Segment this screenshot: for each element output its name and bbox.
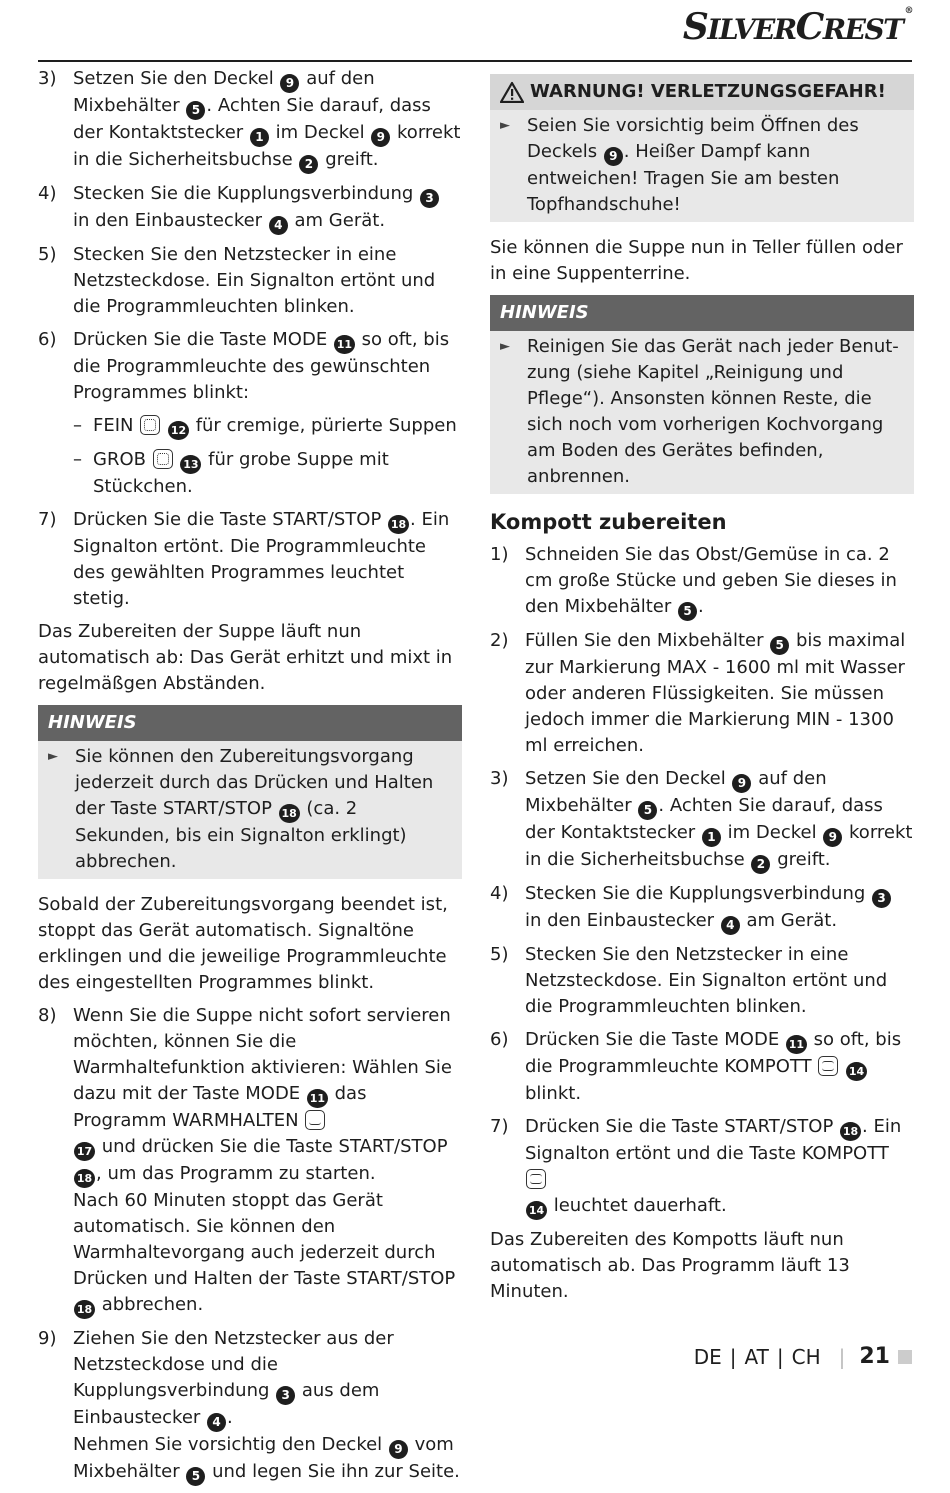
kompott-step-3: 3) Setzen Sie den Deckel 9 auf den Mixbehälter 5 . Achten Sie darauf, dass der Kontaktstecker 1 im Deckel 9 korrekt in die Sicherheitsbuchse 2 greift. xyxy=(490,766,914,874)
kompott-step-2: 2) Füllen Sie den Mixbehälter 5 bis maximal zur Markierung MAX - 1600 ml mit Wasser oder anderen Flüssigkeiten. Sie müssen jedoch immer die Markierung MIN - 1300 ml erreichen. xyxy=(490,630,906,756)
lang-ch: CH xyxy=(791,1345,821,1369)
right-column xyxy=(490,66,914,1312)
fine-program-icon xyxy=(140,415,160,435)
kompott-step-5: 5) Stecken Sie den Netzstecker in eine Netzsteckdose. Ein Signalton ertönt und die Programmleuchten blinken. xyxy=(490,944,888,1017)
page-header xyxy=(38,0,912,62)
silvercrest-logo: SILVERCREST® xyxy=(682,6,912,48)
bullet-arrow-icon: ► xyxy=(500,339,510,354)
section-heading: Kompott zubereiten xyxy=(490,510,727,534)
kompott-step-4: 4) Stecken Sie die Kupplungsverbindung 3 in den Einbaustecker 4 am Gerät. xyxy=(490,881,914,935)
kompott-program-icon xyxy=(818,1056,838,1076)
paragraph-serve: Sie können die Suppe nun in Teller füllen oder in eine Suppenterrine. xyxy=(490,237,903,284)
paragraph-finished: Sobald der Zubereitungsvorgang beendet ist, stoppt das Gerät automatisch. Signaltöne erklingen und die jeweilige Programmleuchte des eingestellten Programmes blinkt. xyxy=(38,894,448,993)
page-number: 21 xyxy=(859,1344,890,1369)
step-3: 3) Setzen Sie den Deckel 9 auf den Mixbehälter 5 . Achten Sie darauf, dass der Kontaktstecker 1 im Deckel 9 korrekt in die Sicherheitsbuchse 2 greift. xyxy=(38,66,462,174)
hint-title: HINWEIS xyxy=(38,705,462,741)
warning-box: WARNUNG! VERLETZUNGSGEFAHR! ► Seien Sie vorsichtig beim Öffnen des Deckels 9 . Heißer Dampf kann entweichen! Tragen Sie am besten Topfhandschuhe! xyxy=(490,74,914,222)
option-fein: – FEIN 12 für cremige, pürierte Suppen xyxy=(73,413,462,440)
warning-title: WARNUNG! VERLETZUNGSGEFAHR! xyxy=(490,74,914,110)
paragraph-kompott-auto: Das Zubereiten des Kompotts läuft nun automatisch ab. Das Programm läuft 13 Minuten. xyxy=(490,1229,850,1302)
step-4: 4) Stecken Sie die Kupplungsverbindung 3 in den Einbaustecker 4 am Gerät. xyxy=(38,181,462,235)
lang-de: DE xyxy=(693,1345,722,1369)
kompott-step-6: 6) Drücken Sie die Taste MODE 11 so oft, bis die Programmleuchte KOMPOTT 14 blinkt. xyxy=(490,1029,902,1104)
warning-triangle-icon xyxy=(500,81,524,103)
step-7: 7) Drücken Sie die Taste START/STOP 18 . Ein Signalton ertönt. Die Programmleuchte des gewählten Programmes leuchtet stetig. xyxy=(38,509,450,609)
kompott-step-7: 7) Drücken Sie die Taste START/STOP 18 . Ein Signalton ertönt und die Taste KOMPOTT 14 leuchtet dauerhaft. xyxy=(490,1114,914,1220)
lang-at: AT xyxy=(744,1345,769,1369)
hint-title: HINWEIS xyxy=(490,295,914,331)
bullet-arrow-icon: ► xyxy=(48,749,58,764)
paragraph-automatic: Das Zubereiten der Suppe läuft nun automatisch ab: Das Gerät erhitzt und mixt in regelmäßgen Abständen. xyxy=(38,621,453,694)
kompott-program-icon xyxy=(526,1169,546,1189)
left-column xyxy=(38,66,462,1493)
bullet-arrow-icon: ► xyxy=(500,118,510,133)
hint-box: HINWEIS ► Sie können den Zubereitungsvorgang jederzeit durch das Drücken und Halten der Taste START/STOP 18 (ca. 2 Sekunden, bis ein Signalton erklingt) abbrechen. xyxy=(38,705,462,879)
page-footer: DE | AT | CH | 21 xyxy=(694,1343,912,1371)
step-6: 6) Drücken Sie die Taste MODE 11 so oft, bis die Programmleuchte des gewünschten Programmes blinkt: xyxy=(38,329,450,403)
coarse-program-icon xyxy=(153,449,173,469)
step-8: 8) Wenn Sie die Suppe nicht sofort servieren möchten, können Sie die Warmhaltefunktion aktivieren: Wählen Sie dazu mit der Taste MODE 11 das Programm WARMHALTEN 17 und drücken Sie die Taste START/STOP 18 , um das Programm zu starten. Nach 60 Minuten stoppt das Gerät automatisch. Sie können den Warmhaltevorgang auch jederzeit durch Drücken und Halten der Taste START/STOP 18 abbrechen. xyxy=(38,1003,462,1319)
step-5: 5) Stecken Sie den Netzstecker in eine Netzsteckdose. Ein Signalton ertönt und die Programmleuchten blinken. xyxy=(38,244,436,317)
step-9: 9) Ziehen Sie den Netzstecker aus der Netzsteckdose und die Kupplungsverbindung 3 aus dem Einbaustecker 4 . Nehmen Sie vorsichtig den Deckel 9 vom Mixbehälter 5 und legen Sie ihn zur Seite. xyxy=(38,1326,462,1486)
kompott-step-1: 1) Schneiden Sie das Obst/Gemüse in ca. 2 cm große Stücke und geben Sie dieses in den Mixbehälter 5 . xyxy=(490,542,914,621)
hint-box-cleaning: HINWEIS ► Reinigen Sie das Gerät nach jeder Benutzung (siehe Kapitel „Reinigung und Pflege“). Ansonsten können Reste, die sich noch vom vorherigen Kochvorgang am Boden des Gerätes befinden, anbrennen. xyxy=(490,295,914,494)
keep-warm-icon xyxy=(305,1110,325,1130)
page-marker xyxy=(898,1350,912,1364)
option-grob: – GROB 13 für grobe Suppe mit Stückchen. xyxy=(73,449,389,497)
